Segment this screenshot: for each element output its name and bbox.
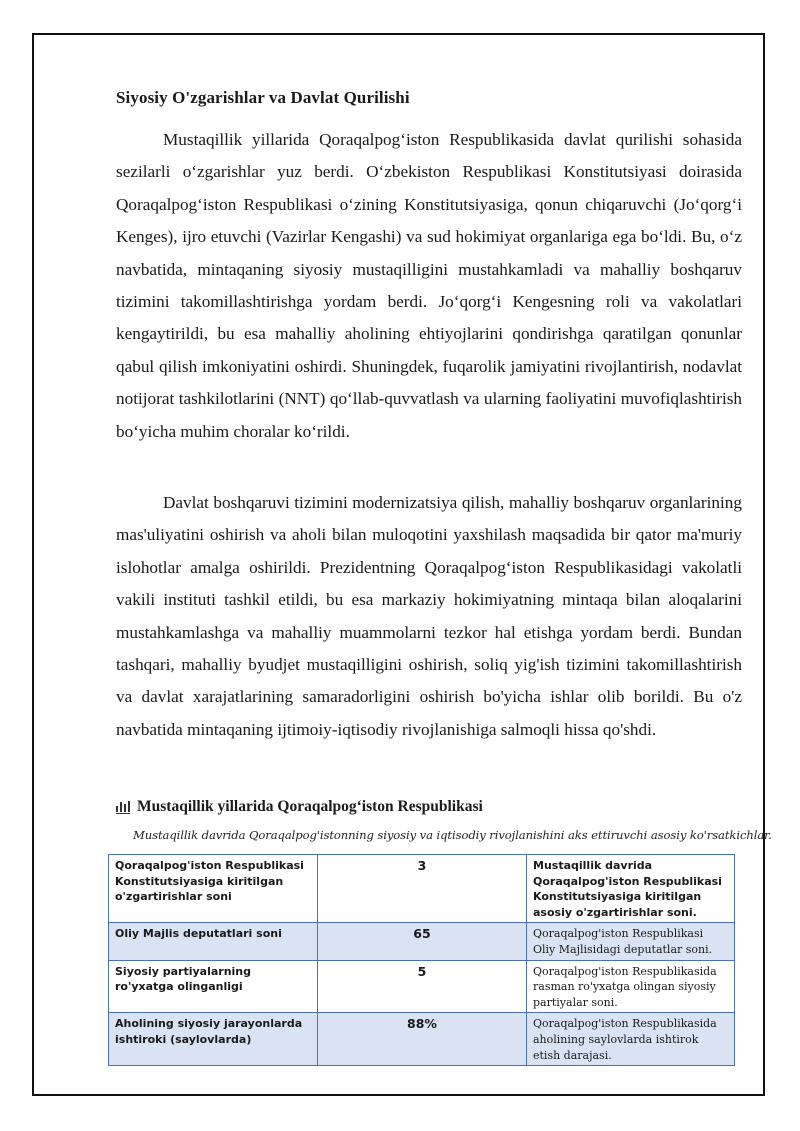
row-label: Qoraqalpog'iston Respublikasi Konstitutsiyasiga kiritilgan o'zgartirishlar soni [109, 855, 318, 923]
row-value: 88% [318, 1013, 527, 1066]
row-value: 5 [318, 960, 527, 1013]
paragraph-2: Davlat boshqaruvi tizimini modernizatsiya qilish, mahalliy boshqaruv organlarining mas'uliyatini oshirish va aholi bilan muloqotini yaxshilash maqsadida bir qator ma'muriy islohotlar amalga oshirildi. Prezidentning Qoraqalpog‘iston Respublikasidagi vakolatli vakili instituti tashkil etildi, bu esa markaziy hokimiyatning mintaqa bilan aloqalarini mustahkamlashga va mahalliy muammolarni tezkor hal etishga yordam berdi. Bundan tashqari, mahalliy byudjet mustaqilligini oshirish, soliq yig'ish tizimini takomillashtirish va davlat xarajatlarining samaradorligini oshirish bo'yicha ishlar olib borildi. Bu o'z navbatida mintaqaning ijtimoiy-iqtisodiy rivojlanishiga salmoqli hissa qo'shdi. [116, 493, 742, 739]
row-description: Qoraqalpog'iston Respublikasida rasman ro'yxatga olingan siyosiy partiyalar soni. [527, 960, 735, 1013]
section-heading: Siyosiy O'zgarishlar va Davlat Qurilishi [116, 88, 410, 107]
table-row [109, 923, 735, 960]
bar-chart-icon [116, 800, 130, 814]
table-row [109, 855, 735, 923]
table-row [109, 960, 735, 1013]
row-value: 65 [318, 923, 527, 960]
paragraph-1: Mustaqillik yillarida Qoraqalpog‘iston Respublikasida davlat qurilishi sohasida sezilarli o‘zgarishlar yuz berdi. O‘zbekiston Respublikasi Konstitutsiyasi doirasida Qoraqalpog‘iston Respublikasi o‘zining Konstitutsiyasiga, qonun chiqaruvchi (Jo‘qorg‘i Kenges), ijro etuvchi (Vazirlar Kengashi) va sud hokimiyat organlariga ega bo‘ldi. Bu, o‘z navbatida, mintaqaning siyosiy mustaqilligini mustahkamladi va mahalliy boshqaruv tizimini takomillashtirishga yordam berdi. Jo‘qorg‘i Kengesning roli va vakolatlari kengaytirildi, bu esa mahalliy aholining ehtiyojlarini qondirishga qaratilgan qonunlar qabul qilish imkoniyatini oshirdi. Shuningdek, fuqarolik jamiyatini rivojlantirish, nodavlat notijorat tashkilotlarini (NNT) qo‘llab-quvvatlash va ularning faoliyatini muvofiqlashtirish bo‘yicha muhim choralar ko‘rildi. [116, 130, 742, 441]
row-description: Mustaqillik davrida Qoraqalpog'iston Respublikasi Konstitutsiyasiga kiritilgan asosiy o'zgartirishlar soni. [527, 855, 735, 923]
table-title-row [116, 798, 483, 816]
row-label: Siyosiy partiyalarning ro'yxatga olinganligi [109, 960, 318, 1013]
table-title: Mustaqillik yillarida Qoraqalpog‘iston Respublikasi [137, 798, 483, 815]
indicators-table [108, 854, 735, 1066]
row-label: Oliy Majlis deputatlari soni [109, 923, 318, 960]
row-label: Aholining siyosiy jarayonlarda ishtiroki (saylovlarda) [109, 1013, 318, 1066]
table-row [109, 1013, 735, 1066]
row-description: Qoraqalpog'iston Respublikasida aholining saylovlarda ishtirok etish darajasi. [527, 1013, 735, 1066]
table-subtitle: Mustaqillik davrida Qoraqalpog'istonning siyosiy va iqtisodiy rivojlanishini aks ettiruvchi asosiy ko'rsatkichlar. [133, 828, 772, 842]
row-value: 3 [318, 855, 527, 923]
row-description: Qoraqalpog'iston Respublikasi Oliy Majlisidagi deputatlar soni. [527, 923, 735, 960]
